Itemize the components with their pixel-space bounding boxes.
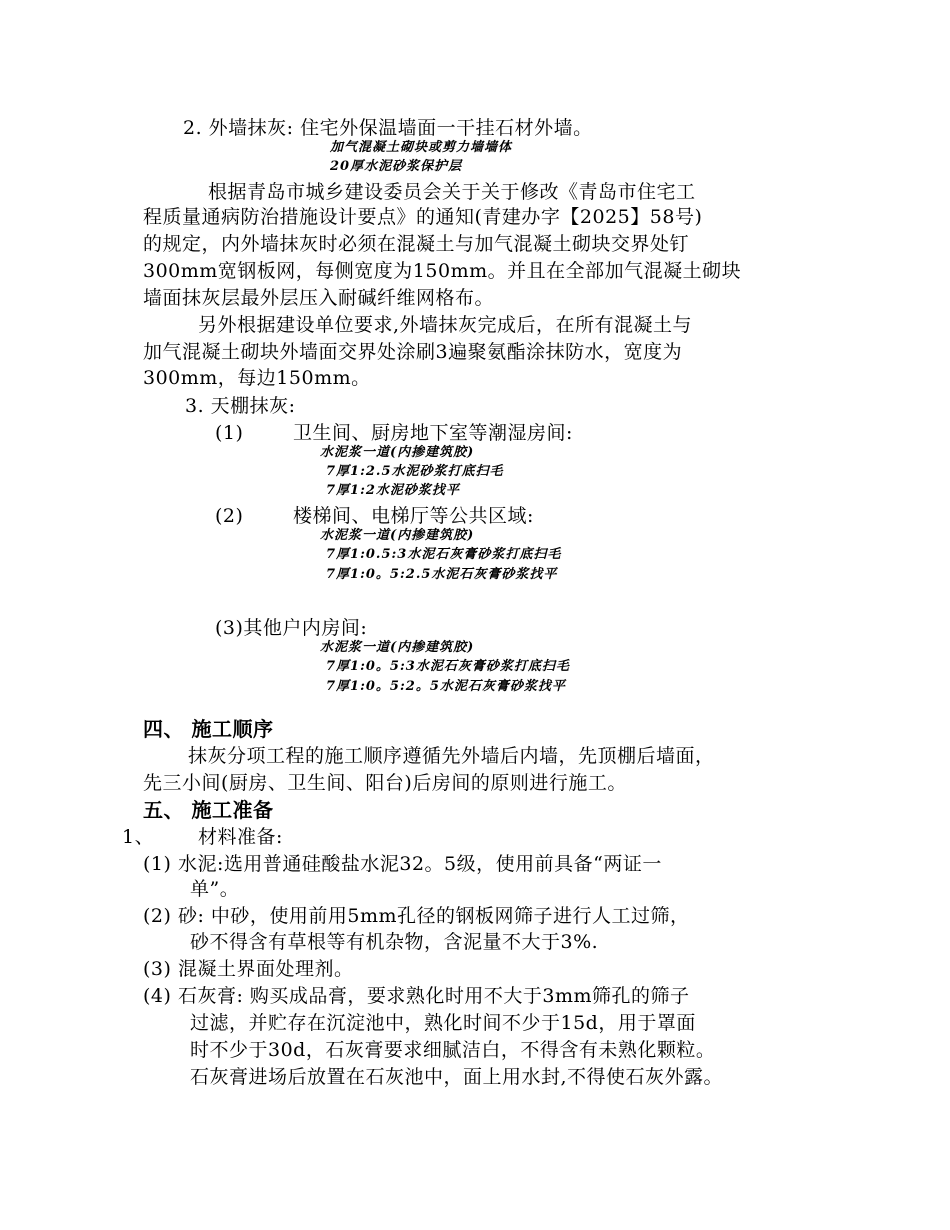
para-2-line-2: 加气混凝土砌块外墙面交界处涂刷3遍聚氨酯涂抹防水，宽度为 [143, 341, 683, 363]
item-3-sub2-text: 楼梯间、电梯厅等公共区域: [293, 505, 534, 527]
item-3-sub1-layer-1: 水泥浆一道(内掺建筑胶) [320, 445, 475, 460]
item-3-title: 3. 天棚抹灰: [185, 395, 296, 417]
material-4-line-4: 石灰膏进场后放置在石灰池中，面上用水封,不得使石灰外露。 [190, 1066, 724, 1088]
item-3-sub3-layer-2: 7厚1:0。5:3水泥石灰膏砂浆打底扫毛 [326, 659, 570, 674]
item-3-sub2-layer-2: 7厚1:0.5:3水泥石灰膏砂浆打底扫毛 [326, 547, 562, 562]
section-4-line-2: 先三小间(厨房、卫生间、阳台)后房间的原则进行施工。 [143, 772, 627, 794]
item-3-sub3-text: (3)其他户内房间: [215, 617, 368, 639]
material-2-line-2: 砂不得含有草根等有机杂物，含泥量不大于3%. [190, 931, 599, 953]
section-4-heading: 四、 施工顺序 [143, 717, 274, 741]
item-3-sub1-layer-3: 7厚1:2水泥砂浆找平 [326, 483, 460, 498]
item-2-layer-1: 加气混凝土砌块或剪力墙墙体 [330, 140, 513, 155]
item-3-sub1-layer-2: 7厚1:2.5水泥砂浆打底扫毛 [326, 464, 504, 479]
item-3-sub1-label: (1) [215, 422, 244, 444]
material-4-line-2: 过滤，并贮存在沉淀池中，熟化时间不少于15d，用于罩面 [190, 1012, 696, 1034]
item-3-sub2-label: (2) [215, 505, 244, 527]
section-4-line-1: 抹灰分项工程的施工顺序遵循先外墙后内墙，先顶棚后墙面， [188, 745, 715, 767]
para-1-line-1: 根据青岛市城乡建设委员会关于关于修改《青岛市住宅工 [208, 181, 696, 203]
item-3-sub1-text: 卫生间、厨房地下室等潮湿房间: [293, 422, 573, 444]
para-2-line-1: 另外根据建设单位要求,外墙抹灰完成后，在所有混凝土与 [198, 314, 693, 336]
material-4-line-1: (4) 石灰膏: 购买成品膏，要求熟化时用不大于3mm筛孔的筛子 [143, 985, 690, 1007]
item-3-sub3-layer-3: 7厚1:0。5:2。5水泥石灰膏砂浆找平 [326, 679, 566, 694]
para-1-line-5: 墙面抹灰层最外层压入耐碱纤维网格布。 [143, 287, 495, 309]
section-5-heading: 五、 施工准备 [143, 798, 274, 822]
para-1-line-3: 的规定，内外墙抹灰时必须在混凝土与加气混凝土砌块交界处钉 [143, 233, 690, 255]
item-3-sub2-layer-3: 7厚1:0。5:2.5水泥石灰膏砂浆找平 [326, 567, 558, 582]
material-1-line-2: 单”。 [190, 878, 240, 900]
section-5-sub-label: 1、 [122, 826, 155, 848]
item-3-sub2-layer-1: 水泥浆一道(内掺建筑胶) [320, 528, 475, 543]
item-2-title: 2. 外墙抹灰: 住宅外保温墙面一干挂石材外墙。 [183, 117, 593, 139]
material-1-line-1: (1) 水泥:选用普通硅酸盐水泥32。5级，使用前具备“两证一 [143, 853, 662, 875]
section-5-sub-text: 材料准备: [198, 826, 283, 848]
para-2-line-3: 300mm，每边150mm。 [143, 367, 371, 389]
para-1-line-2: 程质量通病防治措施设计要点》的通知(青建办字【2025】58号) [143, 206, 703, 228]
material-3-line-1: (3) 混凝土界面处理剂。 [143, 958, 354, 980]
para-1-line-4: 300mm宽钢板网，每侧宽度为150mm。并且在全部加气混凝土砌块 [143, 260, 742, 282]
material-2-line-1: (2) 砂: 中砂，使用前用5mm孔径的钢板网筛子进行人工过筛， [143, 905, 690, 927]
item-3-sub3-layer-1: 水泥浆一道(内掺建筑胶) [320, 640, 475, 655]
item-2-layer-2: 20厚水泥砂浆保护层 [330, 159, 463, 174]
material-4-line-3: 时不少于30d，石灰膏要求细腻洁白，不得含有未熟化颗粒。 [190, 1039, 716, 1061]
